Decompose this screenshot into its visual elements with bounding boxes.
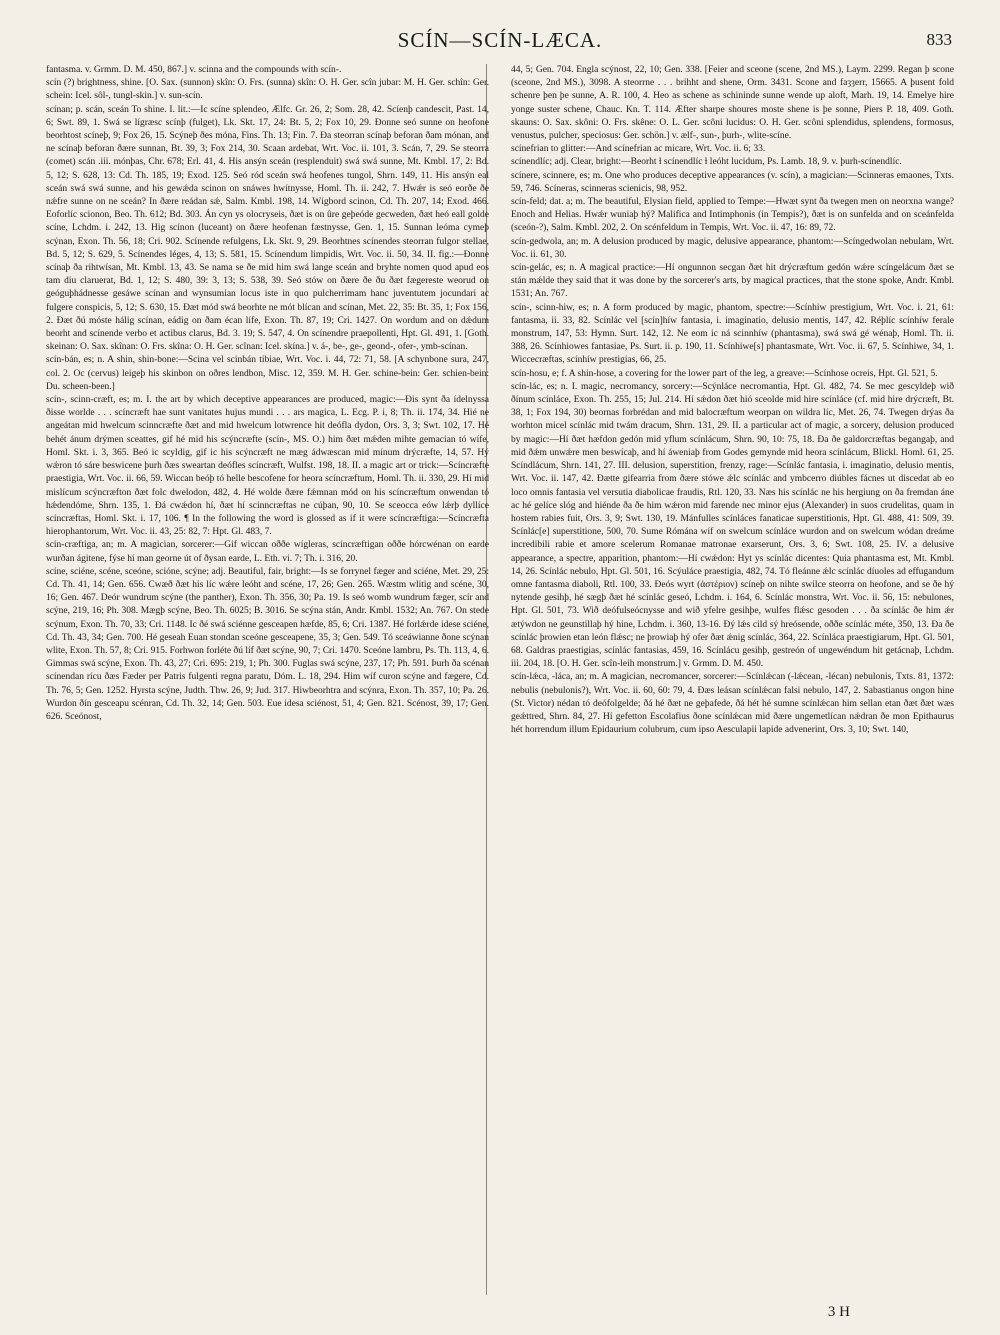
dictionary-entry: scín-hosu, e; f. A shin-hose, a covering for the lower part of the leg, a greave:—Scínhose ocreis, Hpt. Gl. 521, 5.	[511, 368, 938, 379]
dictionary-entry: scínefrian to glitter:—And scínefrian ac micare, Wrt. Voc. ii. 6; 33.	[511, 144, 766, 155]
dictionary-entry: scínere, scinnere, es; m. One who produces deceptive appearances (v. scín), a magician:—Scinneras emaones, Txts. 59, 746. Scíneras, scinneras scienicis, 98, 952.	[511, 170, 954, 194]
dictionary-entry: 44, 5; Gen. 704. Engla scýnost, 22, 10; Gen. 338. [Feier and sceone (scene, 2nd MS.), Laym. 2299. Regan þ scone (sceone, 2nd MS.), 3098. A steorrne . . . brihht and shene, Orm. 3431. Scone and faȝȝerr, 15665. A þusent fold schenre þen þe sunne, A. R. 100, 4. Heo as schene as schininde sunne wende up aloft, Marh. 19, 14. Emelye hire yonge suster schene, Chauc. Kn. T. 114. Æfter sharpe shoures moste shene is þe sonne, Piers P. 18, 409. Goth. skauns: O. Sax. skôni: O. Frs. skêne: O. L. Ger. scôni lucidus: O. H. Ger. scôni splendidus, splendens, formosus, venustus, pulcher, speciosus: Ger. schön.] v. ælf-, sun-, þurh-, wlite-scíne.	[511, 65, 954, 142]
dictionary-entry: scínan; p. scán, sceán To shine. I. lit.:—Ic scíne splendeo, Ælfc. Gr. 26, 2; Som. 28, 42. Scíenþ candescit, Past. 14, 6; Swt. 89, 1. Swá se lígræsc scínþ (fulget), Lk. Skt. 17, 24: Bt. 5, 2; Fox 10, 29. Ðonne seó sunne on heofone beorhtost scíneþ, 9; Fox 26, 15. Scýneþ ðes móna, Fins. Th. 13; Fin. 7. Ða steorran scínaþ beforan ðam mónan, and ne scínaþ beforan ðære sunnan, Bt. 39, 3; Fox 214, 30. Scaan ardebat, Wrt. Voc. ii. 101, 3. Scán, 7, 29. Se steorra (comet) scán .iii. mónþas, Chr. 678; Erl. 41, 4. His ansýn sceán (resplenduit) swá swá sunne, Mt. Kmbl. 17, 2: Bd. 5, 12; S. 628, 13: Cd. Th. 185, 19; Exod. 125. Seó ród sceán swá heofenes tungol, Shrn. 149, 11. His ansýn eal sceán swá swá sunne, and his gewǽda scinon on snáwes hwítnysse, Homl. Th. ii. 242, 7. Hwǽr is seó eorðe ðe nǽfre sunne on ne sceán? In ðære reádan sǽ, Salm. Kmbl. 198, 14. Wígbord scinon, Cd. Th. 207, 14; Exod. 466. Eoforlíc scionon, Beo. Th. 612; Bd. 303. Án cyn ys olocryseis, ðæt is on ûre geþeóde gecweden, ðæt heó eall golde scíne, Lchdm. i. 242, 13. Hig scínon (luceant) on ðære heofenan fæstnysse, Gen. 1, 15. Sunnan leóma cymeþ scýnan, Exon. Th. 56, 18; Cri. 902. Scínende refulgens, Lk. Skt. 9, 29. Beorhtnes scínendes steorran fulgor stellae, Bd. 5, 12; S. 629, 5. Scínendes léges, 4, 13; S. 581, 15. Scínendum limpidis, Wrt. Voc. ii. 50, 34. II. fig.:—Ðonne scínaþ ða rihtwísan, Mt. Kmbl. 13, 43. Se nama se ðe mid him swá lange sceán and bryhte nomen quod apud eos tam diu claruerat, Bd. 1, 12; S. 480, 39: 3, 13; S. 538, 39. Seó stów on ðære ðe ðu ðæt fægereste weorud on geóguþhádnesse gesáwe scínan and wynsumian locus iste in quo pulcherrimam hanc juventutem jocundari ac fulgere conspicis, 5, 12; S. 630, 15. Ðæt mód swá beorhte ne mót blícan and scínan, Met. 22, 35: Bt. 35, 1; Fox 156, 2. Ðæt ðú móste hálig scínan, eádig on ðam écan lífe, Exon. Th. 87, 19; Cri. 1427. On wordum and on dǽdum beorht and scínende verbo et actibus clarus, Bd. 3. 19; S. 547, 4. On scínendre praepollenti, Hpt. Gl. 491, 1. [Goth. skeinan: O. Sax. skînan: O. Frs. skîna: O. H. Ger. scînan: Icel. skína.] v. á-, be-, ge-, geond-, ofer-, ymb-scínan.	[46, 104, 489, 353]
dictionary-entry: scín-feld; dat. a; m. The beautiful, Elysian field, applied to Tempe:—Hwæt synt ða twegen men on neorxna wange? Enoch and Helias. Hwǽr wuniaþ hý? Malifica and Intimphonis (in Tempis?), ðæt is on sunfelda and on sceánfelda (sceón-?), Salm. Kmbl. 202, 2. On scénfeldum in Tempis, Wrt. Voc. ii. 47, 16: 89, 72.	[511, 197, 954, 234]
columns	[46, 64, 954, 1295]
signature-mark: 3 H	[827, 1304, 850, 1320]
dictionary-entry: scín-cræftiga, an; m. A magician, sorcerer:—Gif wiccan oððe wígleras, scíncræftigan oððe hórcwénan on earde wurðan ágitene, fýse hí man georne út of ðysan earde, L. Eth. vi. 7; Th. i. 316, 20.	[46, 540, 489, 564]
dictionary-entry: scín-, scinn-cræft, es; m. I. the art by which deceptive appearances are produced, magic:—Ðis synt ða ídelnyssa ðisse worlde . . . scíncræft hae sunt vanitates hujus mundi . . . ars magica, L. Ecg. P. i, 8; Th. ii. 174, 34. Hié ne angeátan mid hwelcum scinncræfte ðæt and mid hwelcum lotwrence hit deófla dydon, Ors. 3, 3; Swt. 102, 17. Hé behét ánum drýmen sceattes, gif hé mid his scýncræfte (scín-, MS. O.) him ðæt mǽden mihte gemacian tó wífe, Homl. Skt. i. 3, 365. Beó ic scyldig, gif ic his scýncræft ne mæg ádwæscan mid mínum drýcræfte, 14, 57. Hý wǽron tó sáre beswicene þurh ðæs sweartan deófles scíncræft, Wulfst. 198, 18. II. a magic art or trick:—Scíncræfte praestigia, Wrt. Voc. ii. 66, 59. Wiccan beóþ tó helle bescofene for heora scíncræftum, Homl. Th. ii. 330, 29. Hí mid mislícum scýncræfton ðæt folc dwelodon, 482, 4. Hé wolde ðære fǽmnan mód on his scíncræftum onwendan tó hǽdendóme, Shrn. 135, 1. Ðá cwǽdon hí, ðæt hí scinncræftas ne cúþan, 90, 10. Se sceocca eów lǽrþ dyllíce scíncræftas, Homl. Skt. i. 17, 106. ¶ In the following the word is glossed as if it were scíncræftiga:—Scíncræfta hierophantorum, Wrt. Voc. ii. 43, 25: 82, 7: Hpt. Gl. 483, 7.	[46, 395, 489, 538]
dictionary-entry: scín (?) brightness, shine. [O. Sax. (sunnon) skîn: O. Frs. (sunna) skîn: O. H. Ger. scîn jubar: M. H. Ger. schîn: Ger. schein: Icel. sôl-, tungl-skin.] v. sun-scín.	[46, 78, 489, 102]
dictionary-entry: scín-, scinn-hiw, es; n. A form produced by magic, phantom, spectre:—Scínhiw prestigium, Wrt. Voc. i. 21, 61: fantasma, ii. 33, 82. Scínlác vel [scín]híw fantasia, i. imaginatio, delusio mentis, 147, 42. Réþlíc scínhíw ferale monstrum, 147, 53: Hymn. Surt. 142, 12. Ne eom ic ná scinnhíw (phantasma), swá swá gé wénaþ, Homl. Th. ii. 388, 26. Scínhiowes fantasiae, Ps. Surt. ii. p. 190, 11. Scínhiwe[s] phantasmate, Wrt. Voc. ii. 67, 5. Scínhiwe, 34, 1. Wiccecræftas, scínhíw prestigias, 66, 25.	[511, 302, 954, 366]
dictionary-entry: scín-gelác, es; n. A magical practice:—Hí ongunnon secgan ðæt hit drýcræftum gedón wǽre scíngelácum ðæt se stán mǽlde they said that it was done by the sorcerer's arts, by magical practices, that the stone spoke, Andr. Kmbl. 1531; An. 767.	[511, 263, 954, 300]
page-header	[48, 28, 952, 58]
dictionary-entry: scín-bán, es; n. A shin, shin-bone:—Scina vel scinbán tibiae, Wrt. Voc. i. 44, 72: 71, 58. [A schynbone sura, 247, col. 2. Oc (cervus) leigeþ his skinbon on oðres lendbon, Misc. 12, 359. M. H. Ger. schine-bein: Ger. schien-bein: Du. scheen-been.]	[46, 355, 489, 392]
page-number: 833	[926, 30, 952, 49]
right-column	[511, 64, 954, 1295]
dictionary-entry: scín-lǽca, -láca, an; m. A magician, necromancer, sorcerer:—Scínlǽcan (-lǽcean, -lécan) nebulonis, Txts. 81, 1372: nebulis (nebulonis?), Wrt. Voc. ii. 60, 60: 79, 4. Ðæs leásan scínlǽcan falsi nebulo, 147, 2. Sabastianus ongon hine (St. Victor) nédan tó deófolgelde; ðá hé ðæt ne geþafede, ðá hét hé sumne scínlǽcan him sellan etan ðæt ðæt wæs geǽttred, Shrn. 84, 27. Hí gefetton Escolafius ðone scínlǽcan mid ðære ungemetlícan nǽdran ðe mon Epithaurus hét horrendum illum Epidaurium colubrum, cum ipso Aesculapii lapide advenerint, Ors. 3, 10; Swt. 140,	[511, 672, 954, 736]
left-column	[46, 64, 489, 1295]
dictionary-entry: scíne, sciéne, scéne, sceóne, scióne, scýne; adj. Beautiful, fair, bright:—Is se forrynel fæger and sciéne, Met. 29, 25: Cd. Th. 41, 14; Gen. 656. Cwæð ðæt his líc wǽre leóht and scéne, 17, 26; Gen. 265. Wæstm wlitig and scéne, 30, 16; Gen. 467. Deór wundrum scýne (the panther), Exon. Th. 356, 30; Pa. 19. Is seó womb wundrum fæger, scír and scýne, 219, 16; Ph. 308. Mægþ scýne, Beo. Th. 6025; B. 3016. Se scýna stán, Andr. Kmbl. 1532; An. 767. On stede scýnum, Exon. Th. 70, 33; Cri. 1148. Ic ðé swá sciénne gesceapen hæfde, 85, 6; Cri. 1387. Hé forlǽrde idese sciéne, Cd. Th. 43, 34; Gen. 700. Hé geseah Euan stondan sceóne gesceapene, 35, 3; Gen. 549. Tó sceáwianne ðone scýnan wlite, Exon. Th. 57, 8; Cri. 915. Forhwon forléte ðú líf ðæt scýne, 90, 7; Cri. 1470. Sceóne lambru, Ps. Th. 113, 4, 6. Gimmas swá scýne, Exon. Th. 43, 27; Cri. 695: 219, 1; Ph. 300. Fuglas swá scýne, 237, 17; Ph. 591. Þurh ða scénan scínendan rícu ðæs Fæder per Patris fulgenti regna paratu, Dóm. L. 18, 294. Him wíf curon scýne and fægere, Cd. Th. 76, 5; Gen. 1252. Hyrsta scýne, Judth. Thw. 26, 9; Jud. 317. Hiwbeorhtra and scýnra, Exon. Th. 357, 10; Pa. 26. Wurdon ðín gesceapu scénran, Cd. Th. 32, 14; Gen. 503. Eue idesa sciénost, 51, 4; Gen. 821. Scénost, 39, 17; Gen. 626. Sceónost,	[46, 566, 489, 722]
running-title: SCÍN—SCÍN-LÆCA.	[397, 28, 603, 52]
dictionary-entry: scínendlíc; adj. Clear, bright:—Beorht ɫ scínendlíc ɫ leóht lucidum, Ps. Lamb. 18, 9. v. þurh-scínendlíc.	[511, 157, 902, 168]
dictionary-entry: fantasma. v. Grmm. D. M. 450, 867.] v. scinna and the compounds with scín-.	[46, 65, 342, 75]
dictionary-entry: scín-lác, es; n. I. magic, necromancy, sorcery:—Scýnláce necromantia, Hpt. Gl. 482, 74. Se mec gescyldeþ wið ðínum scínláce, Exon. Th. 255, 15; Jul. 214. Hí sǽdon ðæt hió sceolde mid hire scínláce (cf. mid hire drýcræft, Bt. 38, 1; Fox 194, 30) beornas forbrédan and mid balocræftum weorpan on wildra líc, Met. 26, 74. Twegen drýas ða worhton micel scínlác mid twám dracum, Shrn. 131, 29. II. a particular act of magic, a sorcery, delusion produced by magic:—Hí ðæt hæfdon gedón mid yflum scínlácum, Shrn. 90, 10: 75, 18. Ða ðe galdorcræftas begangaþ, and mid ðǽm unwǽre men beswícaþ, and hí áweniaþ from Godes gemynde mid heora scínlácum, Blickl. Homl. 61, 25. Scíndlácum, Shrn. 141, 27. III. delusion, superstition, frenzy, rage:—Scínlác fantasia, i. imaginatio, delusio mentis, Wrt. Voc. ii. 147, 42. Ðætte gifearria from ðære stówe ǽlc scínlác and ymbcerro diúbles fácnes ut discedat ab eo loco omnis fantasia vel versutia diabolicae fraudis, Rtl. 120, 33. Næs his scínlác ne his hergiung on ða fremdan áne ac hé gelíce slóg and hiénde ða ðe him wǽron mid farende nec minor ejus (Alexander) in suos crudelitas, quam in hostem rabies fuit, Ors. 3, 9; Swt. 130, 19. Mánfulles scínláces fanaticae superstitionis, Hpt. Gl. 488, 41: 509, 39. Scínlác[e] superstitione, 500, 70. Sume Rómána wíf on swelcum scínláce wurdon and on swelcum wódan dreáme incredibili rabie et amore scelerum Romanae matronae exarserunt, Ors. 3, 6; Swt. 108, 25. IV. a delusive appearance, a spectre, apparition, phantom:—Hí cwǽdon: Hyt ys scínlác dicentes: Quia phantasma est, Mt. Kmbl. 14, 26. Scínlác nebulo, Hpt. Gl. 501, 16. Scýuláce praestigia, 482, 74. Tó fleánne ǽlc scínlác díuoles ad effugandum omne fantasma diaboli, Rtl. 100, 33. Ðeós wyrt (ἀστέριον) scíneþ on nihte swilce steorra on heofone, and se ðe hý nytende gesihþ, hé sægþ ðæt hé scínlác geseó, Lchdm. i. 164, 6. Scínlác monstra, Wrt. Voc. ii. 56, 15: nebulones, Hpt. Gl. 501, 73. Wið deófulseócnysse and wið yfelre gesihþe, wulfes flǽsc gesoden . . . ða scínlác ðe him ǽr ætýwdon ne geunstillaþ hý hine, Lchdm. i. 360, 13-16. Ðý lǽs cild sý hreósende, oððe scínlác méte, 350, 13. Ða ðe scínlác þrowien etan león flǽsc; ne þrowiaþ hý ofer ðæt ǽnig scínlác, 364, 22. Scínláca praestigiarum, Hpt. Gl. 501, 68. Galdras praestigias, scínlác fantasias, 459, 16. Scínlácu gesihþ, gestreón of ungewéndum hit getácnaþ, Lchdm. iii. 204, 18. [O. H. Ger. scîn-leih monstrum.] v. Grmm. D. M. 450.	[511, 381, 954, 670]
dictionary-entry: scín-gedwola, an; m. A delusion produced by magic, delusive appearance, phantom:—Scíngedwolan nebulam, Wrt. Voc. ii. 61, 30.	[511, 236, 954, 260]
